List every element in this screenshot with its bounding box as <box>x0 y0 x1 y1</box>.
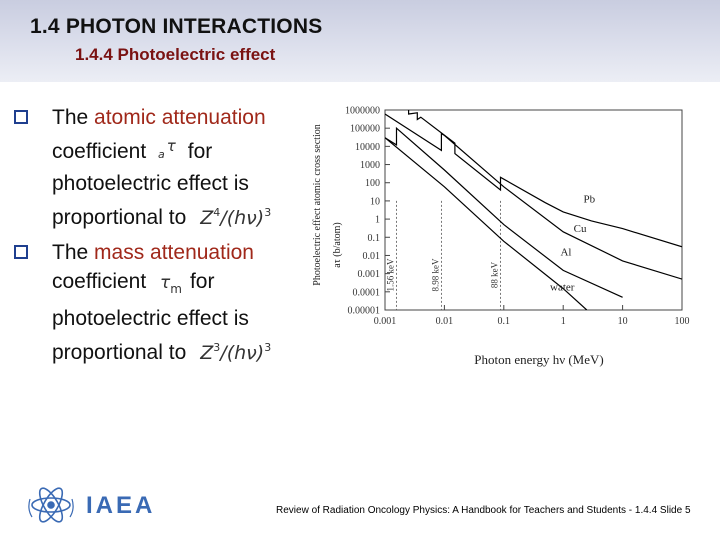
absorption-edge-label: 8.98 keV <box>430 258 441 292</box>
y-tick-label: 0.1 <box>367 232 380 244</box>
bullet-text: for <box>189 270 215 293</box>
highlight-term: atomic attenuation <box>94 106 266 129</box>
bullet-text: The <box>52 241 95 264</box>
series-label: water <box>550 281 575 294</box>
tau-symbol: τ <box>160 273 171 293</box>
logo-text: IAEA <box>86 492 156 519</box>
bullet-line <box>52 333 271 368</box>
x-tick-label: 1 <box>560 316 566 327</box>
y-tick-label: 1000000 <box>345 105 380 117</box>
x-tick-label: 0.1 <box>497 316 511 327</box>
x-tick-label: 10 <box>617 316 628 327</box>
x-tick-label: 0.001 <box>373 316 397 327</box>
y-tick-label: 100000 <box>350 123 380 135</box>
bullet-line: photoelectric effect is <box>52 172 249 195</box>
bullet-line <box>52 238 271 267</box>
bullet-line <box>52 132 271 169</box>
bullet-text: proportional to <box>52 341 187 364</box>
slide-header <box>0 0 720 82</box>
y-tick-label: 0.01 <box>362 250 380 262</box>
photoelectric-cross-section-chart <box>300 100 710 380</box>
tau-symbol: τ <box>166 137 176 155</box>
y-tick-label: 10000 <box>355 141 380 153</box>
y-tick-label: 0.0001 <box>352 287 380 299</box>
bullet-text: The <box>52 106 95 129</box>
symbol-subscript: a <box>158 148 165 161</box>
iaea-logo <box>26 480 176 535</box>
x-tick-label: 0.01 <box>435 316 454 327</box>
formula-energy: /(hν) <box>220 342 265 364</box>
bullet-line: photoelectric effect is <box>52 307 249 330</box>
y-tick-label: 10 <box>370 196 380 208</box>
formula-exponent: 3 <box>264 206 272 219</box>
series-label: Al <box>560 246 572 259</box>
bullet-text: proportional to <box>52 206 187 229</box>
highlight-term: mass attenuation <box>94 241 254 264</box>
x-tick-label: 100 <box>674 316 690 327</box>
slide-subtitle: 1.4.4 Photoelectric effect <box>75 45 276 64</box>
formula-exponent: 3 <box>264 341 272 354</box>
formula-z: Z <box>200 342 214 364</box>
formula-z: Z <box>200 207 214 229</box>
y-tick-label: 0.001 <box>357 269 380 281</box>
y-tick-label: 1 <box>375 214 380 226</box>
absorption-edge-label: 1.56 keV <box>385 258 396 292</box>
bullet-square-icon <box>14 110 28 124</box>
chart-y-axis-label: Photoelectric effect atomic cross section <box>312 124 323 286</box>
bullet-mass-attenuation <box>52 238 271 368</box>
y-tick-label: 100 <box>365 178 380 190</box>
chart-y-axis-unit: aτ (b/atom) <box>332 222 343 268</box>
chart-x-axis-label: Photon energy hν (MeV) <box>474 352 604 367</box>
symbol-subscript: m <box>170 282 182 296</box>
y-tick-label: 1000 <box>360 160 380 172</box>
formula-energy: /(hν) <box>220 207 265 229</box>
formula-exponent: 3 <box>213 341 221 354</box>
y-tick-label: 0.00001 <box>347 305 380 317</box>
bullet-square-icon <box>14 245 28 259</box>
bullet-line <box>52 198 271 233</box>
bullet-text: coefficient <box>52 270 153 293</box>
bullet-text: for <box>187 140 213 163</box>
series-label: Cu <box>573 222 587 235</box>
bullet-text: coefficient <box>52 140 153 163</box>
slide-title: 1.4 PHOTON INTERACTIONS <box>30 15 323 38</box>
slide-footer: Review of Radiation Oncology Physics: A Handbook for Teachers and Students - 1.4.4 Slide 5 <box>276 505 691 516</box>
formula-exponent: 4 <box>213 206 221 219</box>
bullet-line <box>52 103 271 132</box>
bullet-atomic-attenuation <box>52 103 271 233</box>
series-label: Pb <box>583 193 596 206</box>
absorption-edge-label: 88 keV <box>489 261 500 289</box>
bullet-line <box>52 267 271 304</box>
